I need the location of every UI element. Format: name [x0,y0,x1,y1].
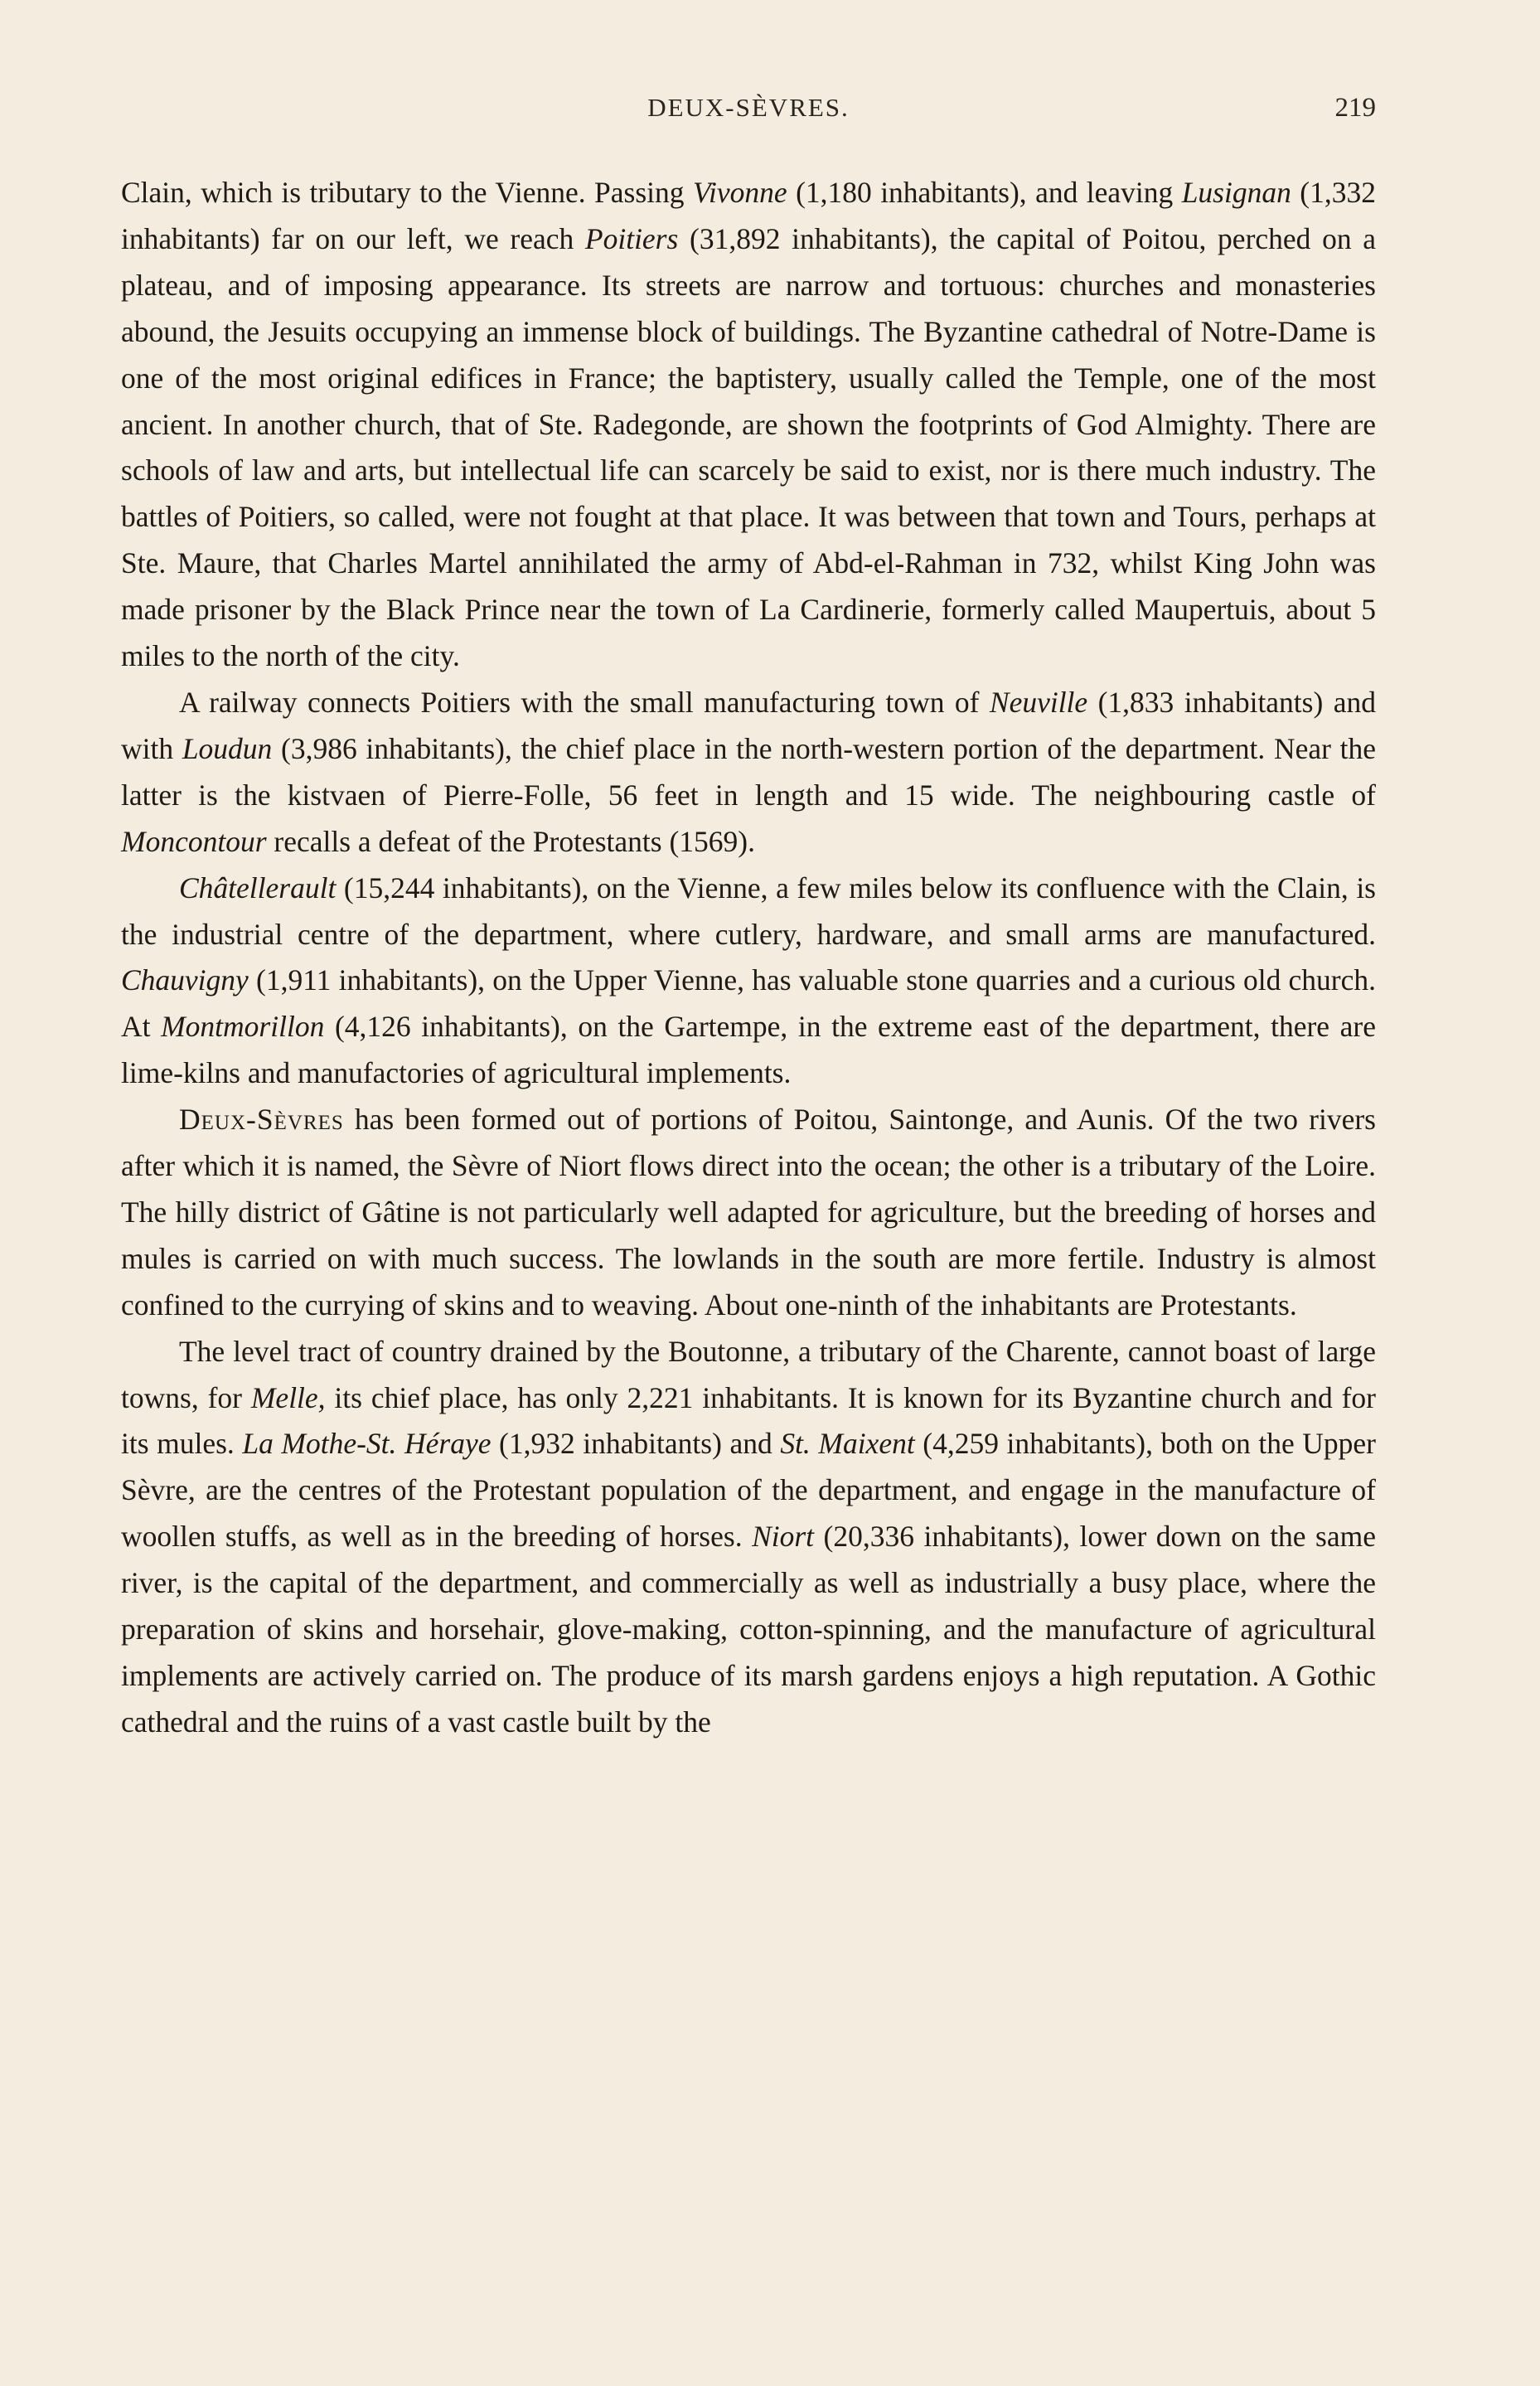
body-text [121,170,1376,1746]
paragraph-4 [121,1097,1376,1329]
text-run: A railway connects Poitiers with the small manufacturing town of [179,685,990,719]
running-head [121,93,1376,134]
page-number: 219 [1334,93,1376,123]
text-run: (1,911 inhabitants), on the Upper Vienne, has valuable stone quarries and a curious old church. At [121,963,1376,1044]
text-run: (4,126 inhabitants), on the Gartempe, in the extreme east of the department, there are lime-kilns and manufactories of agricultural implements. [121,1010,1376,1090]
paragraph-2 [121,680,1376,866]
paragraph-1 [121,170,1376,680]
text-run: (15,244 inhabitants), on the Vienne, a few miles below its confluence with the Clain, is the industrial centre of the department, where cutlery, hardware, and small arms are manufactured. [121,871,1376,951]
paragraph-5 [121,1329,1376,1746]
text-run: its chief place, has only 2,221 inhabitants. It is known for its Byzantine church and for its mules. [121,1380,1376,1461]
text-run: (1,332 inhabitants) far on our left, we reach [121,176,1376,255]
text-run: has been formed out of portions of Poitou, Saintonge, and Aunis. Of the two rivers after which it is named, the Sèvre of Niort flows direct into the ocean; the other is a tributary of the Loire. The hilly district of Gâtine is not particularly well adapted for agriculture, but the breeding of horses and mules is carried on with much success. The lowlands in the south are more fertile. Industry is almost confined to the currying of skins and to weaving. About one-ninth of the inhabitants are Protestants. [121,1103,1376,1322]
text-run: (1,932 inhabitants) and [491,1427,781,1461]
italic-place-name: St. Maixent [780,1427,915,1461]
italic-place-name: Loudun [182,731,273,765]
paragraph-3 [121,866,1376,1098]
italic-place-name: Chauvigny [121,963,249,997]
running-title: DEUX-SÈVRES. [647,93,850,122]
italic-place-name: La Mothe-St. Héraye [242,1427,492,1461]
text-run: (20,336 inhabitants), lower down on the same river, is the capital of the department, and commercially as well as industrially a busy place, where the preparation of skins and horsehair, glove-making, cotton-spinning, and the manufacture of agricultural implements are actively carried on. The produce of its marsh gardens enjoys a high reputation. A Gothic cathedral and the ruins of a vast castle built by the [121,1520,1377,1739]
text-run: (1,833 inhabitants) and with [121,685,1376,765]
italic-place-name: Neuville [989,685,1088,719]
italic-place-name: Montmorillon [161,1010,325,1044]
italic-place-name: Lusignan [1181,176,1291,209]
italic-place-name: Châtellerault [179,871,337,904]
text-run: (1,180 inhabitants), and leaving [787,176,1182,209]
small-caps-heading: Deux-Sèvres [179,1103,344,1137]
text-run: (4,259 inhabitants), both on the Upper Sèvre, are the centres of the Protestant population of the department, and engage in the manufacture of woollen stuffs, as well as in the breeding of horses. [121,1427,1376,1554]
text-run: The level tract of country drained by the Boutonne, a tributary of the Charente, cannot boast of large towns, for [121,1334,1376,1414]
text-run: Clain, which is tributary to the Vienne. Passing [121,176,693,209]
text-run: (3,986 inhabitants), the chief place in the north-western portion of the department. Near the latter is the kistvaen of Pierre-Folle, 56 feet in length and 15 wide. The neighbouring castle of [121,731,1376,812]
italic-place-name: Poitiers [584,221,679,255]
italic-place-name: Melle, [250,1380,326,1414]
italic-place-name: Vivonne [692,176,787,209]
italic-place-name: Niort [752,1520,815,1554]
italic-place-name: Moncontour [121,824,267,858]
text-run: recalls a defeat of the Protestants (1569). [266,824,755,858]
text-run: (31,892 inhabitants), the capital of Poitou, perched on a plateau, and of imposing appearance. Its streets are narrow and tortuous: churches and monasteries abound, the Jesuits occupying an immense block of buildings. The Byzantine cathedral of Notre-Dame is one of the most original edifices in France; the baptistery, usually called the Temple, one of the most ancient. In another church, that of Ste. Radegonde, are shown the footprints of God Almighty. There are schools of law and arts, but intellectual life can scarcely be said to exist, nor is there much industry. The battles of Poitiers, so called, were not fought at that place. It was between that town and Tours, perhaps at Ste. Maure, that Charles Martel annihilated the army of Abd-el-Rahman in 732, whilst King John was made prisoner by the Black Prince near the town of La Cardinerie, formerly called Maupertuis, about 5 miles to the north of the city. [121,221,1376,673]
